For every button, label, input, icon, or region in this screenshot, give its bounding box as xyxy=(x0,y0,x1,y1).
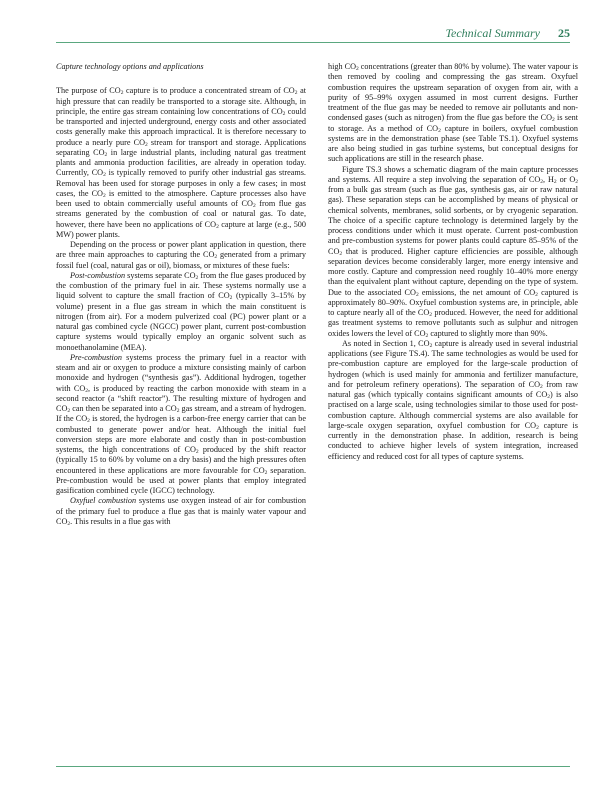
paragraph: Post-combustion systems separate $CO_2$ from the flue gases produced by the combustion of the primary fuel in air. These systems normally use a liquid solvent to capture the small fraction of $CO_2$ (typically 3–15% by volume) present in a flue gas stream in which the main constituent is nitrogen (from air). For a modern pulverized coal (PC) power plant or a natural gas combined cycle (NGCC) power plant, current post-combustion capture systems would typically employ an organic solvent such as monoethanolamine (MEA). xyxy=(56,270,306,352)
left-column xyxy=(56,62,306,527)
paragraph: As noted in Section 1, $CO_2$ capture is already used in several industrial applications (see Figure TS.4). The same technologies as would be used for pre-combustion capture are employed for the large-scale production of hydrogen (which is used mainly for ammonia and fertilizer manufacture, and for petroleum refinery operations). The separation of $CO_2$ from raw natural gas (which typically contains significant amounts of $CO_2$) is also practised on a large scale, using technologies similar to those used for post-combustion capture. Although commercial systems are also available for large-scale oxygen separation, oxyfuel combustion for $CO_2$ capture is currently in the demonstration phase. In addition, research is being conducted to achieve higher levels of system integration, increased efficiency and reduced cost for all types of capture systems. xyxy=(328,338,578,461)
section-heading: Capture technology options and applications xyxy=(56,62,204,71)
right-column xyxy=(328,62,578,462)
paragraph: Pre-combustion systems process the primary fuel in a reactor with steam and air or oxygen to produce a mixture consisting mainly of carbon monoxide and hydrogen (“synthesis gas”). Additional hydrogen, together with $CO_2$, is produced by reacting the carbon monoxide with steam in a second reactor (a “shift reactor”). The resulting mixture of hydrogen and $CO_2$ can then be separated into a $CO_2$ gas stream, and a stream of hydrogen. If the $CO_2$ is stored, the hydrogen is a carbon-free energy carrier that can be combusted to generate power and/or heat. Although the initial fuel conversion steps are more elaborate and costly than in post-combustion systems, the high concentrations of $CO_2$ produced by the shift reactor (typically 15 to 60% by volume on a dry basis) and the high pressures often encountered in these applications are more favourable for $CO_2$ separation. Pre-combustion would be used at power plants that employ integrated gasification combined cycle (IGCC) technology. xyxy=(56,352,307,495)
paragraph: Oxyfuel combustion systems use oxygen instead of air for combustion of the primary fuel to produce a flue gas that is mainly water vapour and $CO_2$. This results in a flue gas with xyxy=(56,496,306,527)
paragraph: Figure TS.3 shows a schematic diagram of the main capture processes and systems. All require a step involving the separation of $CO_2$, $H_2$ or $O_2$ from a bulk gas stream (such as flue gas, synthesis gas, air or raw natural gas). These separation steps can be accomplished by means of physical or chemical solvents, membranes, solid sorbents, or by cryogenic separation. The choice of a specific capture technology is determined largely by the process conditions under which it must operate. Current post-combustion and pre-combustion systems for power plants could capture 85–95% of the $CO_2$ that is produced. Higher capture efficiencies are possible, although separation devices become considerably larger, more energy intensive and more costly. Capture and compression need roughly 10–40% more energy than the equivalent plant without capture, depending on the type of system. Due to the associated $CO_2$ emissions, the net amount of $CO_2$ captured is approximately 80–90%. Oxyfuel combustion systems are, in principle, able to capture nearly all of the $CO_2$ produced. However, the need for additional gas treatment systems to remove pollutants such as sulphur and nitrogen oxides lowers the level of $CO_2$ captured to slightly more than 90%. xyxy=(328,164,579,339)
page-header xyxy=(445,26,570,41)
running-title: Technical Summary xyxy=(445,26,540,40)
page-number: 25 xyxy=(558,26,570,40)
footer-rule xyxy=(56,766,570,767)
header-rule xyxy=(56,42,570,43)
paragraph: The purpose of $CO_2$ capture is to produce a concentrated stream of $CO_2$ at high pressure that can readily be transported to a storage site. Although, in principle, the entire gas stream containing low concentrations of $CO_2$ could be transported and injected underground, energy costs and other associated costs generally make this approach impractical. It is therefore necessary to produce a nearly pure $CO_2$ stream for transport and storage. Applications separating $CO_2$ in large industrial plants, including natural gas treatment plants and ammonia production facilities, are already in operation today. Currently, $CO_2$ is typically removed to purify other industrial gas streams. Removal has been used for storage purposes in only a few cases; in most cases, the $CO_2$ is emitted to the atmosphere. Capture processes also have been used to obtain commercially useful amounts of $CO_2$ from flue gas streams generated by the combustion of coal or natural gas. To date, however, there have been no applications of $CO_2$ capture at large (e.g., 500 MW) power plants. xyxy=(56,86,306,239)
paragraph: high $CO_2$ concentrations (greater than 80% by volume). The water vapour is then removed by cooling and compressing the gas stream. Oxyfuel combustion requires the upstream separation of oxygen from air, with a purity of 95–99% oxygen assumed in most current designs. Further treatment of the flue gas may be needed to remove air pollutants and non-condensed gases (such as nitrogen) from the flue gas before the $CO_2$ is sent to storage. As a method of $CO_2$ capture in boilers, oxyfuel combustion systems are in the demonstration phase (see Table TS.1). Oxyfuel systems are also being studied in gas turbine systems, but conceptual designs for such applications are still in the research phase. xyxy=(328,62,578,164)
paragraph: Depending on the process or power plant application in question, there are three main approaches to capturing the $CO_2$ generated from a primary fossil fuel (coal, natural gas or oil), biomass, or mixtures of these fuels: xyxy=(56,240,306,270)
